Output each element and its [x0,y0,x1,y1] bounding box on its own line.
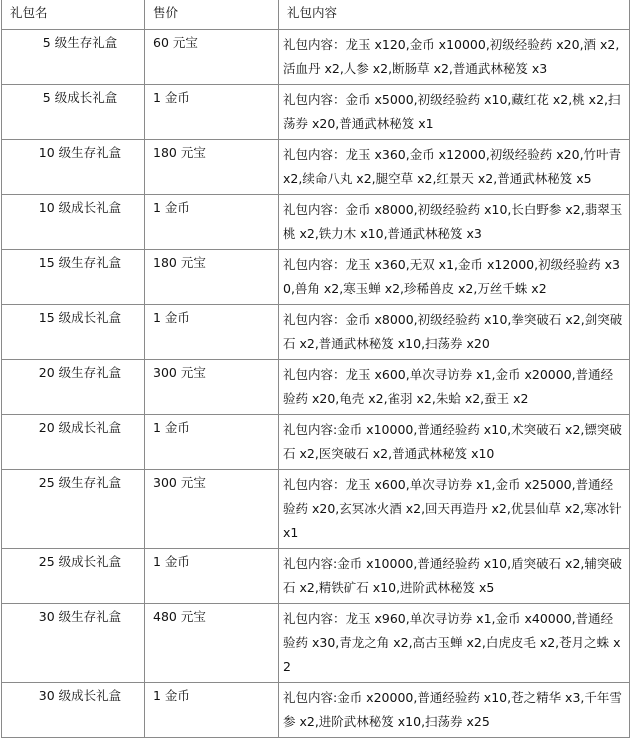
pack-content: 礼包内容：龙玉 x600,单次寻访券 x1,金币 x20000,普通经验药 x20,龟壳 x2,雀羽 x2,朱蛤 x2,蚕王 x2 [279,360,630,415]
pack-price: 300 元宝 [145,470,279,549]
table-row [2,470,630,549]
pack-content: 礼包内容：龙玉 x120,金币 x10000,初级经验药 x20,酒 x2,活血丹 x2,人参 x2,断肠草 x2,普通武林秘笈 x3 [279,30,630,85]
pack-name: 30 级成长礼盒 [2,683,145,738]
pack-price: 1 金币 [145,85,279,140]
table-row [2,250,630,305]
pack-name: 20 级成长礼盒 [2,415,145,470]
pack-price: 1 金币 [145,549,279,604]
pack-price: 180 元宝 [145,140,279,195]
header-content: 礼包内容 [279,0,630,30]
pack-price: 300 元宝 [145,360,279,415]
table-row [2,360,630,415]
table-row [2,85,630,140]
pack-name: 5 级成长礼盒 [2,85,145,140]
pack-content: 礼包内容：龙玉 x960,单次寻访券 x1,金币 x40000,普通经验药 x30,青龙之角 x2,高古玉蝉 x2,白虎皮毛 x2,苍月之蛛 x2 [279,604,630,683]
pack-price: 180 元宝 [145,250,279,305]
pack-price: 60 元宝 [145,30,279,85]
pack-price: 480 元宝 [145,604,279,683]
pack-name: 10 级生存礼盒 [2,140,145,195]
pack-name: 5 级生存礼盒 [2,30,145,85]
pack-content: 礼包内容：金币 x8000,初级经验药 x10,长白野参 x2,翡翠玉桃 x2,铁力木 x10,普通武林秘笈 x3 [279,195,630,250]
pack-name: 15 级成长礼盒 [2,305,145,360]
header-price: 售价 [145,0,279,30]
pack-name: 10 级成长礼盒 [2,195,145,250]
pack-name: 30 级生存礼盒 [2,604,145,683]
pack-price: 1 金币 [145,683,279,738]
pack-name: 15 级生存礼盒 [2,250,145,305]
table-row [2,415,630,470]
pack-content: 礼包内容:金币 x10000,普通经验药 x10,术突破石 x2,镖突破石 x2,医突破石 x2,普通武林秘笈 x10 [279,415,630,470]
table-row [2,604,630,683]
table-row [2,140,630,195]
table-row [2,195,630,250]
pack-content: 礼包内容:金币 x10000,普通经验药 x10,盾突破石 x2,辅突破石 x2,精铁矿石 x10,进阶武林秘笈 x5 [279,549,630,604]
pack-name: 25 级生存礼盒 [2,470,145,549]
pack-content: 礼包内容：龙玉 x600,单次寻访券 x1,金币 x25000,普通经验药 x20,玄冥冰火酒 x2,回天再造丹 x2,优昙仙草 x2,寒冰针 x1 [279,470,630,549]
pack-name: 20 级生存礼盒 [2,360,145,415]
header-name: 礼包名 [2,0,145,30]
pack-price: 1 金币 [145,415,279,470]
table-row [2,30,630,85]
gift-pack-table [1,0,630,738]
pack-price: 1 金币 [145,195,279,250]
header-row [2,0,630,30]
pack-content: 礼包内容：龙玉 x360,金币 x12000,初级经验药 x20,竹叶青 x2,续命八丸 x2,腿空草 x2,红景天 x2,普通武林秘笈 x5 [279,140,630,195]
pack-content: 礼包内容：金币 x5000,初级经验药 x10,藏红花 x2,桃 x2,扫荡券 x20,普通武林秘笈 x1 [279,85,630,140]
pack-name: 25 级成长礼盒 [2,549,145,604]
table-row [2,305,630,360]
table-row [2,549,630,604]
pack-price: 1 金币 [145,305,279,360]
table-row [2,683,630,738]
pack-content: 礼包内容:金币 x20000,普通经验药 x10,苍之精华 x3,千年雪参 x2,进阶武林秘笈 x10,扫荡券 x25 [279,683,630,738]
pack-content: 礼包内容：龙玉 x360,无双 x1,金币 x12000,初级经验药 x30,兽角 x2,寒玉蝉 x2,珍稀兽皮 x2,万丝千蛛 x2 [279,250,630,305]
pack-content: 礼包内容：金币 x8000,初级经验药 x10,拳突破石 x2,剑突破石 x2,普通武林秘笈 x10,扫荡券 x20 [279,305,630,360]
